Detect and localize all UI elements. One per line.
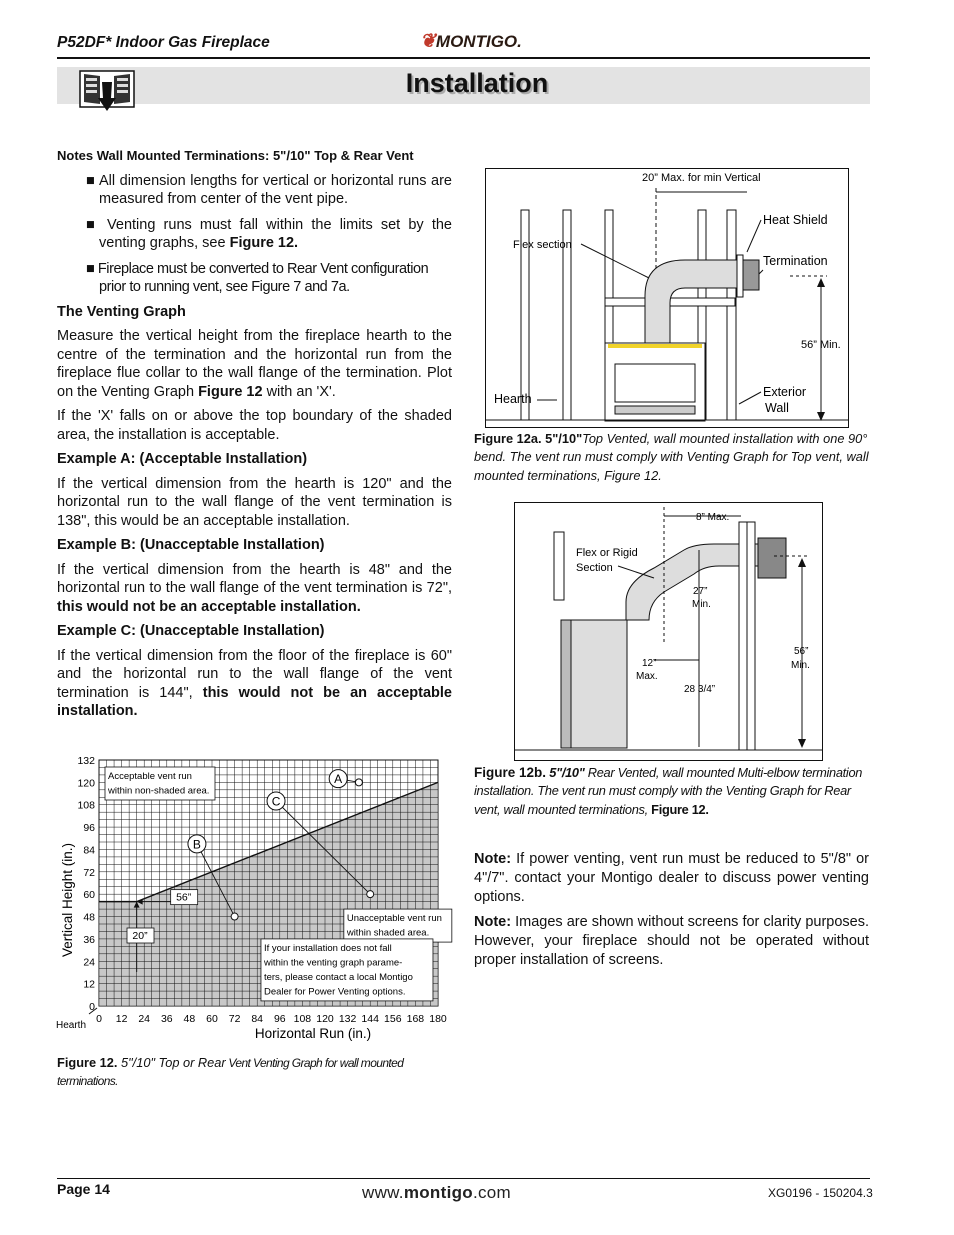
y-tick-label: 12	[83, 978, 95, 991]
notes-heading: Notes Wall Mounted Terminations: 5"/10" Top & Rear Vent	[57, 148, 414, 163]
exterior-label: Exterior	[763, 385, 807, 399]
x-tick-label: 24	[138, 1013, 151, 1025]
page-title: Installation	[405, 68, 549, 98]
x-axis-label: Horizontal Run (in.)	[254, 1026, 372, 1041]
min27-label: Min.	[692, 599, 711, 610]
y-tick-label: 84	[83, 844, 95, 857]
max12-label: Max.	[636, 671, 658, 682]
power-venting-note: Note: If power venting, vent run must be reduced to 5"/8" or 4"/7". contact your Montigo dealer to discuss power venting options.	[474, 851, 869, 905]
max8-label: 8” Max.	[696, 512, 730, 523]
min56-label: 56”	[794, 646, 809, 657]
example-point-b	[231, 913, 238, 920]
header-rule	[57, 57, 870, 59]
termination-cap	[758, 538, 786, 578]
paragraph: Measure the vertical height from the fireplace hearth to the centre of the termination and the horizontal run from the fireplace flue collar to the wall flange of the termination. Plot on the Venting Graph Figure 12 with an 'X'.	[57, 328, 452, 400]
x-tick-label: 132	[338, 1013, 357, 1025]
bullet-item: ■ Fireplace must be converted to Rear Vent configuration prior to running vent, see Figure 7 and 7a.	[86, 260, 429, 295]
paragraph: If the vertical dimension from the floor of the fireplace is 60" and the horizontal run to the wall flange of the vent termination is 144", this would not be an acceptable installation.	[57, 647, 452, 719]
acceptable-note-text: Acceptable vent run	[108, 771, 192, 782]
x-tick-label: 36	[160, 1013, 173, 1025]
x-tick-label: 84	[251, 1013, 264, 1025]
footer-rule	[57, 1178, 870, 1179]
x-tick-label: 0	[96, 1013, 102, 1025]
figure-12b-diagram	[514, 502, 823, 761]
x-tick-label: 12	[115, 1013, 128, 1025]
power-venting-note-text: within the venting graph parame-	[263, 957, 403, 969]
y-tick-label: 132	[77, 755, 95, 767]
y-tick-label: 36	[83, 933, 95, 946]
venting-graph	[55, 752, 455, 1044]
flex-section-label: Flex section	[513, 239, 572, 251]
unacceptable-note-text: Unacceptable vent run	[346, 913, 442, 925]
figure-12a-caption: Figure 12a. 5"/10"Top Vented, wall mounted installation with one 90° bend. The vent run must comply with Venting Graph for Top vent, wall mounted terminations, Figure 12.	[474, 431, 869, 483]
x-tick-label: 168	[406, 1013, 425, 1025]
y-tick-label: 96	[83, 822, 95, 835]
screens-note: Note: Images are shown without screens for clarity purposes. However, your fireplace should not be operated without proper installation of screens.	[474, 914, 869, 968]
fireplace-window	[615, 364, 695, 402]
paragraph: If the vertical dimension from the hearth is 120" and the horizontal run to the wall flange of the vent termination is 138", this would be an acceptable installation.	[57, 475, 452, 529]
exterior-wall	[747, 522, 755, 750]
y-tick-label: 48	[83, 911, 95, 924]
y-tick-label: 108	[77, 799, 95, 812]
power-venting-note-text: Dealer for Power Venting options.	[263, 986, 406, 998]
website-url[interactable]: www.montigo.com	[362, 1183, 512, 1202]
fireplace-trim	[608, 344, 702, 348]
acceptable-note-text: within non-shaded area.	[108, 785, 210, 797]
min56-label: 56” Min.	[801, 339, 841, 351]
x-tick-label: 180	[429, 1013, 447, 1025]
min27-label: 27”	[693, 586, 708, 597]
example-a-heading: Example A: (Acceptable Installation)	[57, 451, 308, 467]
example-point-c	[367, 891, 374, 898]
paragraph: If the vertical dimension from the hearth is 48" and the horizontal run to the wall flange of the vent termination is 72", this would not be an acceptable installation.	[57, 561, 452, 615]
unacceptable-note-text: within shaded area.	[346, 927, 430, 939]
y-tick-label: 72	[83, 866, 95, 879]
hearth-corner-label: Hearth	[56, 1020, 87, 1031]
y-axis-label: Vertical Height (in.)	[60, 842, 75, 958]
heat-shield-label: Heat Shield	[763, 213, 828, 227]
example-point-a	[355, 779, 362, 786]
example-label-b: B	[192, 837, 201, 852]
max12-label: 12”	[642, 658, 657, 669]
x-tick-label: 96	[273, 1013, 286, 1025]
flex-rigid-label: Flex or Rigid	[576, 547, 638, 559]
paragraph: If the 'X' falls on or above the top boundary of the shaded area, the installation is acceptable.	[57, 408, 452, 443]
x-tick-label: 144	[361, 1013, 379, 1025]
x-tick-label: 156	[384, 1013, 402, 1025]
page-number: Page 14	[57, 1181, 110, 1197]
power-venting-note-text: If your installation does not fall	[263, 942, 392, 954]
x-tick-label: 60	[206, 1013, 218, 1025]
example-c-heading: Example C: (Unacceptable Installation)	[57, 623, 325, 639]
y-tick-label: 24	[83, 956, 95, 969]
min-horizontal-label: 20”	[132, 930, 148, 942]
termination-cap	[743, 260, 759, 290]
upper-frame	[554, 532, 564, 600]
termination-label: Termination	[763, 254, 828, 268]
x-tick-label: 108	[293, 1013, 312, 1025]
figure-12b-caption: Figure 12b. 5"/10" Rear Vented, wall mounted Multi-elbow termination installation. The vent run must comply with the Venting Graph for Rear vent, wall mounted terminations, Figure 12.	[474, 765, 863, 817]
heat-shield	[737, 255, 743, 297]
product-title: P52DF* Indoor Gas Fireplace	[57, 34, 270, 51]
montigo-logo	[420, 30, 522, 53]
example-label-c: C	[271, 794, 281, 809]
bullet-item: ■ Venting runs must fall within the limits set by the venting graphs, see Figure 12.	[86, 216, 452, 251]
bullet-item: ■ All dimension lengths for vertical or horizontal runs are measured from center of the vent pipe.	[86, 172, 452, 207]
y-tick-label: 60	[83, 889, 95, 902]
wall-stud	[739, 522, 747, 750]
figure-12-caption: Figure 12. 5"/10" Top or Rear Vent Venting Graph for wall mounted terminations.	[57, 1055, 404, 1088]
example-label-a: A	[334, 772, 343, 787]
wall-label: Wall	[765, 401, 789, 415]
x-tick-label: 120	[316, 1013, 334, 1025]
exterior-wall	[727, 210, 736, 420]
fireplace-louver	[615, 406, 695, 414]
x-tick-label: 48	[183, 1013, 196, 1025]
y-tick-label: 120	[77, 777, 95, 790]
hearth-label: Hearth	[494, 392, 532, 406]
flame-icon: ❦	[420, 31, 436, 52]
fireplace-front	[561, 620, 571, 748]
y-tick-label: 0	[89, 1001, 95, 1013]
example-b-heading: Example B: (Unacceptable Installation)	[57, 537, 325, 553]
min-vertical-label: 56”	[176, 891, 192, 904]
left-column	[57, 147, 452, 721]
min56-label: Min.	[791, 660, 810, 671]
logo-text: MONTIGO.	[435, 32, 522, 51]
figure-12a-diagram	[485, 168, 849, 428]
power-venting-note-text: ters, please contact a local Montigo	[263, 971, 413, 983]
dim-label: 28 3/4”	[684, 684, 716, 695]
x-tick-label: 72	[228, 1013, 241, 1025]
document-number: XG0196 - 150204.3	[768, 1186, 873, 1200]
flex-rigid-label: Section	[576, 562, 613, 574]
graph-heading: The Venting Graph	[57, 303, 186, 320]
max-label: 20” Max. for min Vertical	[642, 172, 761, 184]
